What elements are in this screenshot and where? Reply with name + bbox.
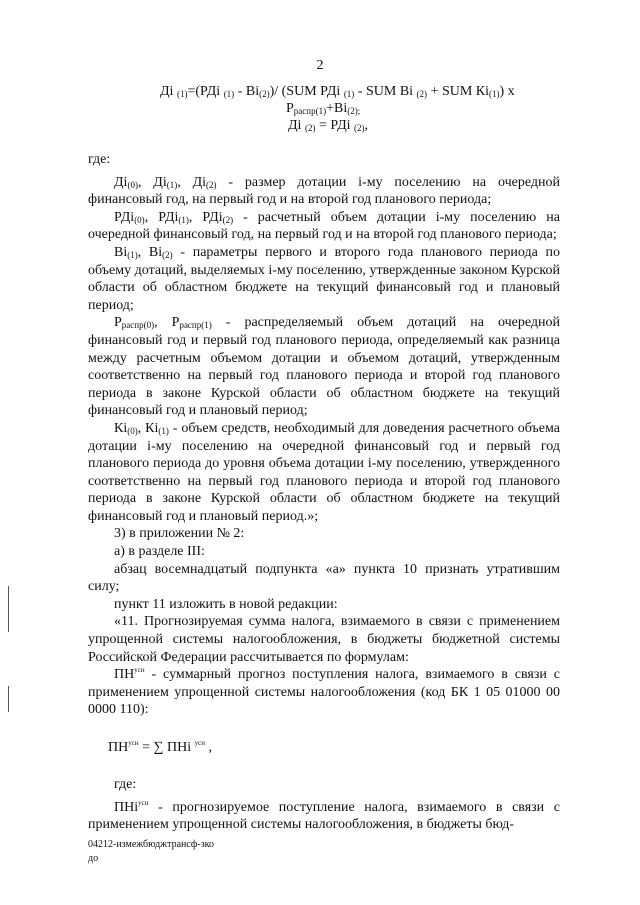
paragraph-item11: пункт 11 изложить в новой редакции: [114,596,338,612]
footer-code: 04212-измежбюджтрансф-зко до [88,839,215,864]
paragraph-section: а) в разделе III: [114,544,205,560]
formula-line-1: Дi $_{(1)}$=(РДi $_{(1)} - Вi_{(2)})/$ (SUM РДi $_{(1)}$ - SUM Вi $_{(2)}$ + SUM $Кi_{(1)}$) x [160,84,515,99]
definition-k: $Кi_{(0)}$, $Кi_{(1)}$ - объем средств, необходимый для доведения расчетного объема дотации i-му поселению на очередной финансовый год и первый год планового периода до уровня объема дотации i-му поселению, утвержденного соответственно на первый год планового периода и второй год планового периода в законе Курской области об областном бюджете на текущий финансовый год и плановый период.»; [88,420,560,524]
page-number: 2 [316,58,324,73]
definition-pn: $ПН^{усн}$ - суммарный прогноз поступления налога, взимаемого в связи с применением упрощенной системы налогообложения (код БК 1 05 01000 00 0000 110): [88,666,560,718]
formula-line-2: $Р_{распр(1)}+Вi_{(2);}$ [286,101,361,116]
definition-r: $Р_{распр(0)}$, $Р_{распр(1)}$ - распределяемый объем дотаций на очередной финансовый год и первый год планового периода, определяемый как разница между расчетным объемом дотации и объемом дотаций, утвержденным соответственно на первый год планового периода и второй год планового периода в законе Курской области об областном бюджете на текущий финансовый год и плановый период; [88,315,560,419]
formula-pn: $ПН^{усн}$ = ∑ ПНi $^{усн}$ , [108,739,212,755]
paragraph-item11-text: «11. Прогнозируемая сумма налога, взимаемого в связи с применением упрощенной системы налогообложения, в бюджеты бюджетной системы Российской Федерации рассчитывается по формулам: [88,614,560,665]
definition-rd: РДi$_{(0)}$, РДi$_{(1)}$, РДi$_{(2)}$ - расчетный объем дотации i-му поселению на очередной финансовый год, на первый год и на второй год планового периода; [88,209,560,243]
where-label-2: где: [114,777,137,792]
definition-d: $Дi_{(0)}$, $Дi_{(1)}$, $Дi_{(2)}$ - размер дотации i-му поселению на очередной финансовый год, на первый год и на второй год планового периода; [88,174,560,208]
paragraph-abzac: абзац восемнадцатый подпункта «а» пункта 10 признать утратившим силу; [88,561,560,595]
paragraph-appendix: 3) в приложении № 2: [114,526,245,542]
definitions-block [88,151,560,719]
definition-pni: ПНi$^{усн}$ - прогнозируемое поступление налога, взимаемого в связи с применением упрощенной системы налогообложения, в бюджеты бюд- [88,798,560,833]
definition-v: $Вi_{(1)}$, $Вi_{(2)}$ - параметры первого и второго года планового периода по объему дотаций, выделяемых i-му поселению, утвержденные законом Курской области об областном бюджете на текущий финансовый год и плановый период; [88,244,560,313]
where-label: где: [88,152,111,167]
scan-margin-mark [8,586,9,632]
final-block [88,776,560,834]
formula-line-3: Дi $_{(2)}$ = РДi $_{(2)}$, [288,118,369,133]
scan-margin-mark [8,686,9,712]
